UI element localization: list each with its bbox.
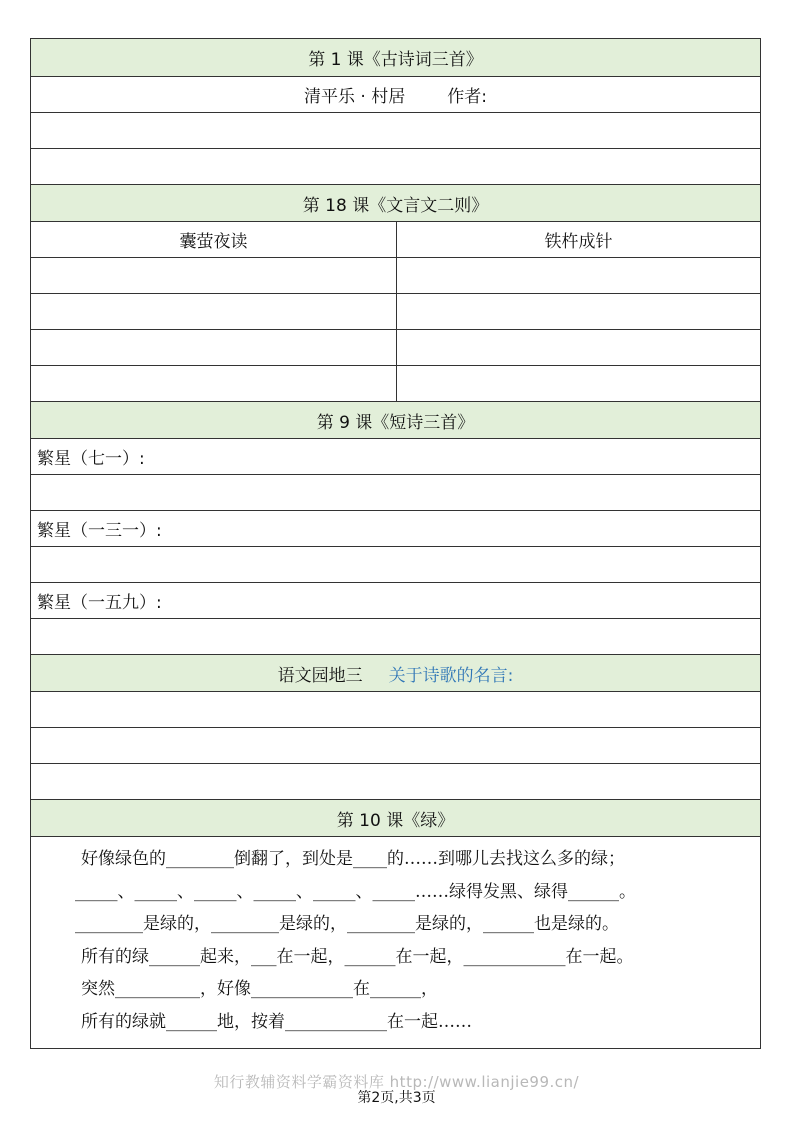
- lesson9-header: [31, 401, 760, 438]
- right-cell[interactable]: [397, 366, 760, 401]
- lesson9-title: 第 9 课《短诗三首》: [316, 412, 475, 433]
- lesson18-header: [31, 184, 760, 221]
- blank-line[interactable]: [31, 148, 760, 184]
- right-cell[interactable]: [397, 330, 760, 365]
- footer-page-number: 第2页,共3页: [357, 1090, 436, 1106]
- blank-line[interactable]: [31, 474, 760, 510]
- right-cell[interactable]: [397, 294, 760, 329]
- two-column-blank-row: [31, 365, 760, 401]
- fill-line[interactable]: 好像绿色的________倒翻了，到处是____的……到哪儿去找这么多的绿；: [81, 849, 625, 869]
- fill-line[interactable]: 所有的绿______起来，___在一起，______在一起，____________在一起。: [81, 946, 634, 967]
- garden-header: [31, 654, 760, 691]
- lesson10-title: 第 10 课《绿》: [336, 810, 455, 831]
- lesson18-column-headers: [31, 221, 760, 257]
- right-cell[interactable]: [397, 258, 760, 293]
- two-column-blank-row: [31, 257, 760, 293]
- fanxing-131-label-row: 繁星（一三一）:: [31, 510, 760, 546]
- lesson18-title: 第 18 课《文言文二则》: [302, 195, 489, 216]
- lesson1-poem-row: [31, 76, 760, 112]
- fill-line[interactable]: _____、_____、_____、_____、_____、_____……绿得发黑、绿得______。: [75, 881, 636, 902]
- garden-title: 语文园地三: [277, 665, 363, 686]
- left-cell[interactable]: [31, 258, 397, 293]
- fill-line[interactable]: ________是绿的，________是绿的，________是绿的，______也是绿的。: [75, 914, 619, 934]
- blank-line[interactable]: [31, 691, 760, 727]
- blank-line[interactable]: [31, 727, 760, 763]
- fanxing-159-label-row: 繁星（一五九）:: [31, 582, 760, 618]
- fill-line[interactable]: 突然__________，好像____________在______，: [81, 979, 438, 999]
- blank-line[interactable]: [31, 618, 760, 654]
- author-label: 作者:: [447, 87, 487, 107]
- lesson1-header: [31, 39, 760, 76]
- footer-source: 知行教辅资料学霸资料库 http://www.lianjie99.cn/: [213, 1073, 580, 1091]
- lesson10-fill-in-text: [31, 836, 760, 1048]
- lesson1-title: 第 1 课《古诗词三首》: [308, 50, 483, 70]
- blank-line[interactable]: [31, 112, 760, 148]
- two-column-blank-row: [31, 329, 760, 365]
- left-cell[interactable]: [31, 330, 397, 365]
- left-cell[interactable]: [31, 366, 397, 401]
- lesson10-header: [31, 799, 760, 836]
- right-column-header: 铁杵成针: [544, 232, 613, 252]
- fill-line[interactable]: 所有的绿就______地，按着____________在一起……: [81, 1011, 472, 1032]
- worksheet-table: [30, 38, 761, 1049]
- blank-line[interactable]: [31, 546, 760, 582]
- two-column-blank-row: [31, 293, 760, 329]
- left-column-header: 囊萤夜读: [31, 222, 397, 257]
- left-cell[interactable]: [31, 294, 397, 329]
- blank-line[interactable]: [31, 763, 760, 799]
- fanxing-71-label-row: 繁星（七一）:: [31, 438, 760, 474]
- poem-title: 清平乐 · 村居: [304, 87, 406, 107]
- garden-subtitle: 关于诗歌的名言:: [388, 665, 514, 686]
